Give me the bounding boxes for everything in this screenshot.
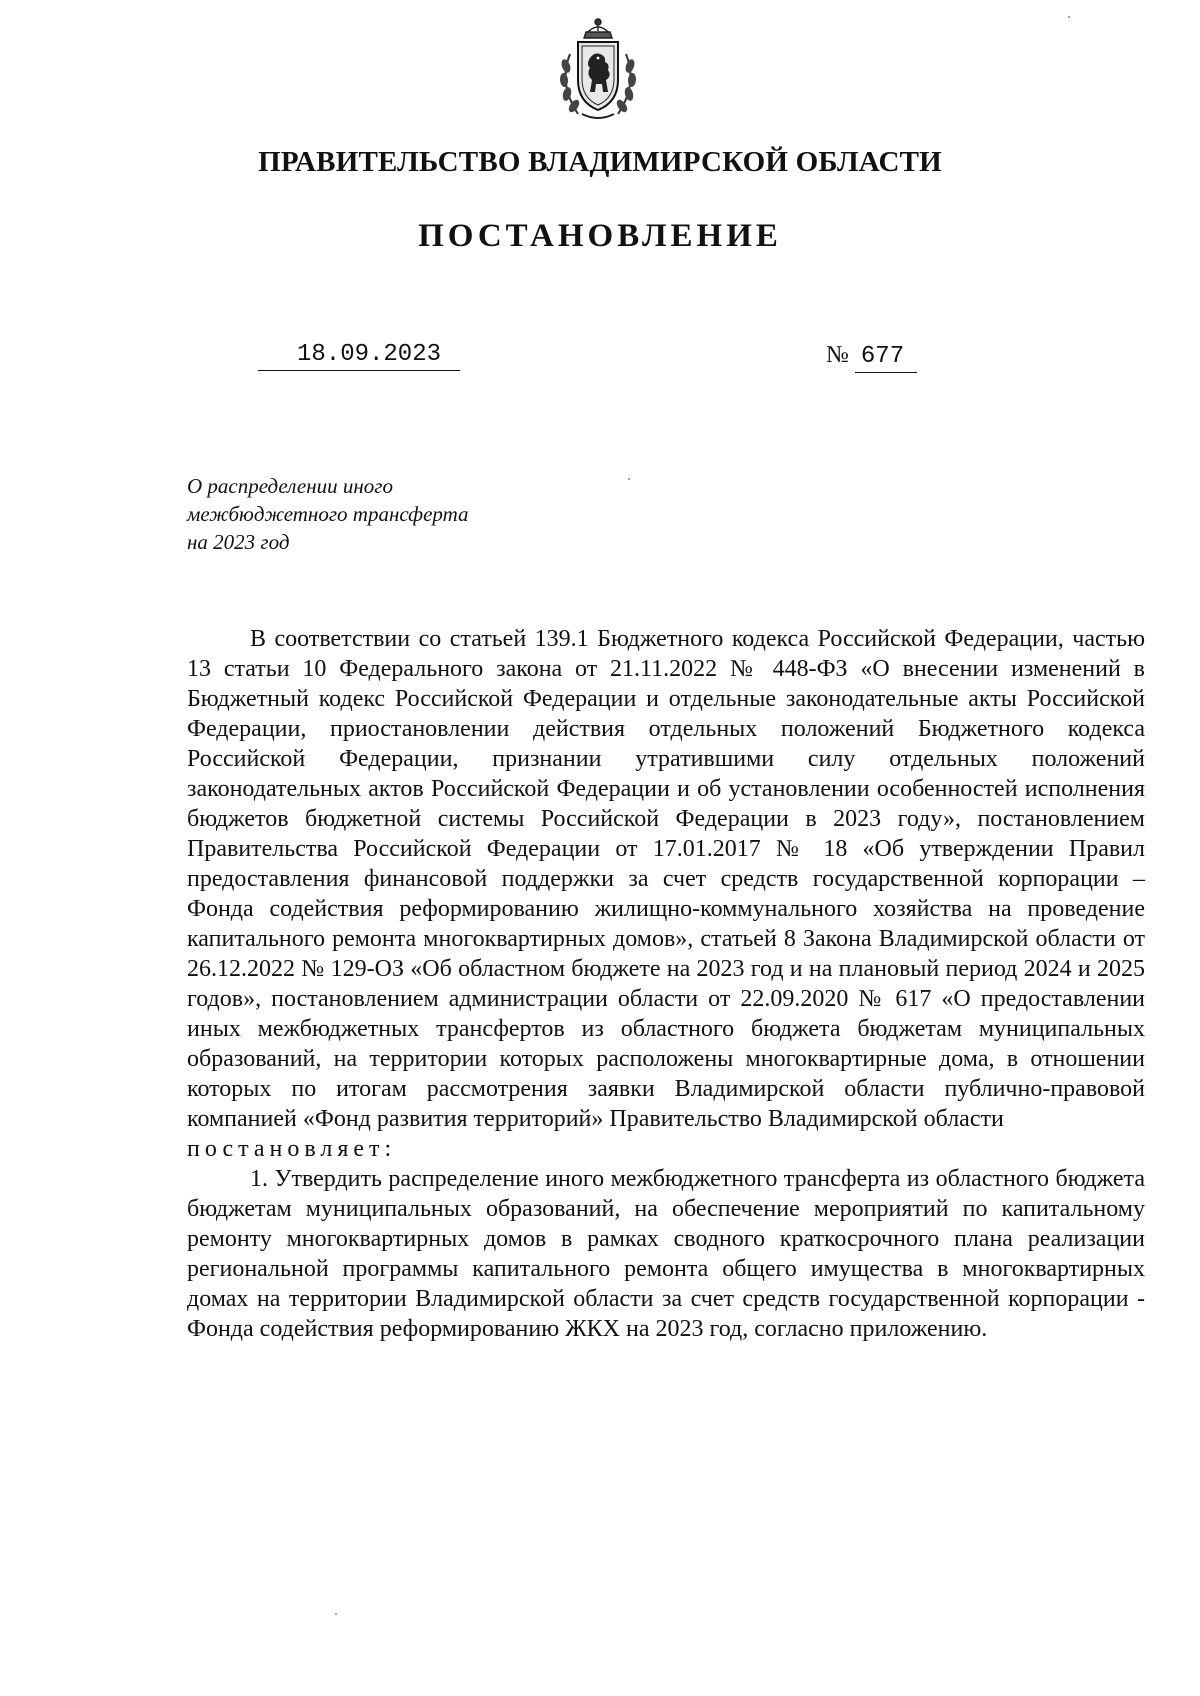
- resolves-word: постановляет:: [187, 1136, 397, 1162]
- government-title: [0, 146, 1200, 179]
- scan-speck: [628, 478, 630, 480]
- document-type-title: ПОСТАНОВЛЕНИЕ: [418, 218, 782, 254]
- document-number-block: [826, 340, 917, 373]
- government-title-text: ПРАВИТЕЛЬСТВО ВЛАДИМИРСКОЙ ОБЛАСТИ: [258, 146, 942, 178]
- subject-line: межбюджетного трансферта: [187, 502, 469, 526]
- scan-speck: [335, 1613, 337, 1615]
- document-subject: [187, 472, 607, 556]
- number-sign: №: [826, 342, 849, 368]
- document-date: 18.09.2023: [258, 340, 460, 371]
- subject-line: на 2023 год: [187, 530, 290, 554]
- subject-line: О распределении иного: [187, 474, 393, 498]
- document-body: [187, 624, 1145, 1344]
- preamble-paragraph: В соответствии со статьей 139.1 Бюджетного кодекса Российской Федерации, частью 13 статьи 10 Федерального закона от 21.11.2022 № 448-ФЗ «О внесении изменений в Бюджетный кодекс Российской Федерации и отдельные законодательные акты Российской Федерации, приостановлении действия отдельных положений Бюджетного кодекса Российской Федерации, признании утратившими силу отдельных положений законодательных актов Российской Федерации и об установлении особенностей исполнения бюджетов бюджетной системы Российской Федерации в 2023 году», постановлением Правительства Российской Федерации от 17.01.2017 № 18 «Об утверждении Правил предоставления финансовой поддержки за счет средств государственной корпорации – Фонда содействия реформированию жилищно-коммунального хозяйства на проведение капитального ремонта многоквартирных домов», статьей 8 Закона Владимирской области от 26.12.2022 № 129-ОЗ «Об областном бюджете на 2023 год и на плановый период 2024 и 2025 годов», постановлением администрации области от 22.09.2020 № 617 «О предоставлении иных межбюджетных трансфертов из областного бюджета бюджетам муниципальных образований, на территории которых расположены многоквартирные дома, в отношении которых по итогам рассмотрения заявки Владимирской области публично-правовой компанией «Фонд развития территорий» Правительство Владимирской области: [187, 626, 1145, 1132]
- scan-speck: [1068, 16, 1070, 18]
- document-number: 677: [855, 342, 917, 373]
- item-1-paragraph: 1. Утвердить распределение иного межбюджетного трансферта из областного бюджета бюджетам муниципальных образований, на обеспечение мероприятий по капитальному ремонту многоквартирных домов в рамках сводного краткосрочного плана реализации региональной программы капитального ремонта общего имущества в многоквартирных домах на территории Владимирской области за счет средств государственной корпорации - Фонда содействия реформированию ЖКХ на 2023 год, согласно приложению.: [187, 1166, 1145, 1342]
- coat-of-arms-icon: [548, 14, 648, 126]
